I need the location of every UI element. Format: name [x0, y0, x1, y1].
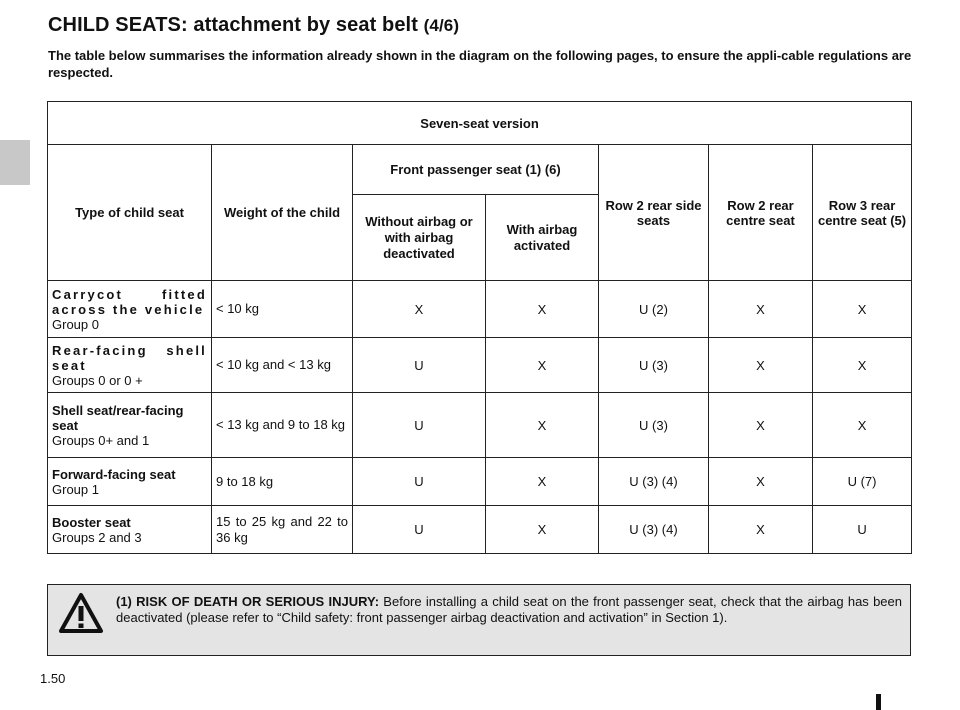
value-cell: U: [353, 506, 486, 554]
value-cell: X: [486, 458, 599, 506]
column-header-row3-centre: Row 3 rear centre seat (5): [813, 145, 912, 281]
intro-paragraph: The table below summarises the information already shown in the diagram on the following pages, to ensure the appli-cable regulations are respected.: [48, 48, 912, 80]
column-header-front-no-airbag: Without airbag or with airbag deactivated: [353, 195, 486, 281]
page-title: [48, 14, 459, 37]
page-title-part: (4/6): [423, 16, 460, 35]
value-cell: X: [353, 281, 486, 338]
table-row: [48, 458, 912, 506]
value-cell: X: [709, 393, 813, 458]
value-cell: U (7): [813, 458, 912, 506]
value-cell: X: [486, 393, 599, 458]
seat-type-group: Groups 0+ and 1: [52, 432, 150, 448]
seat-type-group: Groups 2 and 3: [52, 529, 142, 545]
value-cell: U: [813, 506, 912, 554]
value-cell: X: [709, 506, 813, 554]
weight-cell: < 10 kg and < 13 kg: [212, 338, 353, 393]
weight-cell: < 10 kg: [212, 281, 353, 338]
value-cell: X: [486, 281, 599, 338]
page-number: 1.50: [40, 671, 66, 686]
value-cell: X: [709, 281, 813, 338]
value-cell: U (2): [599, 281, 709, 338]
seat-type-name: Shell seat/rear-facing seat: [52, 402, 184, 433]
column-header-type: Type of child seat: [48, 145, 212, 281]
table-header-row: [48, 145, 912, 195]
value-cell: X: [486, 338, 599, 393]
column-header-weight: Weight of the child: [212, 145, 353, 281]
value-cell: X: [709, 458, 813, 506]
seat-type-group: Group 1: [52, 481, 99, 497]
column-header-front-seat: Front passenger seat (1) (6): [353, 145, 599, 195]
section-tab-marker: [0, 140, 30, 185]
value-cell: X: [486, 506, 599, 554]
seat-type-name: Rear-facing shell seat: [52, 342, 207, 373]
value-cell: X: [813, 281, 912, 338]
value-cell: U (3) (4): [599, 458, 709, 506]
weight-cell: 15 to 25 kg and 22 to 36 kg: [212, 506, 353, 554]
value-cell: U (3) (4): [599, 506, 709, 554]
value-cell: U (3): [599, 338, 709, 393]
table-row: [48, 281, 912, 338]
weight-cell: < 13 kg and 9 to 18 kg: [212, 393, 353, 458]
seat-type-cell: [48, 506, 212, 554]
seat-type-name: Carrycot fitted across the vehicle: [52, 286, 207, 317]
value-cell: U: [353, 338, 486, 393]
warning-heading: (1) RISK OF DEATH OR SERIOUS INJURY:: [116, 594, 380, 609]
page-title-main: CHILD SEATS: attachment by seat belt: [48, 14, 418, 36]
table-row: [48, 506, 912, 554]
table-row: [48, 338, 912, 393]
value-cell: X: [709, 338, 813, 393]
column-header-front-airbag: With airbag activated: [486, 195, 599, 281]
warning-box: [47, 584, 911, 656]
value-cell: U: [353, 393, 486, 458]
column-header-row2-centre: Row 2 rear centre seat: [709, 145, 813, 281]
seat-type-cell: [48, 281, 212, 338]
seat-type-group: Groups 0 or 0 +: [52, 372, 143, 388]
seat-type-name: Forward-facing seat: [52, 466, 176, 482]
value-cell: U: [353, 458, 486, 506]
version-header: Seven-seat version: [48, 102, 912, 145]
weight-cell: 9 to 18 kg: [212, 458, 353, 506]
warning-text: [116, 594, 902, 626]
seat-type-cell: [48, 458, 212, 506]
value-cell: X: [813, 338, 912, 393]
seat-type-cell: [48, 338, 212, 393]
table-header-row: [48, 102, 912, 145]
warning-triangle-icon: [58, 591, 104, 635]
value-cell: X: [813, 393, 912, 458]
table-row: [48, 393, 912, 458]
child-seat-table: [47, 101, 912, 554]
seat-type-cell: [48, 393, 212, 458]
warning-body: Before installing a child seat on the front passenger seat, check that the airbag has been deactivated (please refer to “Child safety: front passenger airbag deactivation and activation” in Section 1).: [116, 594, 902, 625]
page-edge-mark: [876, 694, 881, 710]
column-header-row2-side: Row 2 rear side seats: [599, 145, 709, 281]
value-cell: U (3): [599, 393, 709, 458]
seat-type-name: Booster seat: [52, 514, 131, 530]
seat-type-group: Group 0: [52, 316, 99, 332]
